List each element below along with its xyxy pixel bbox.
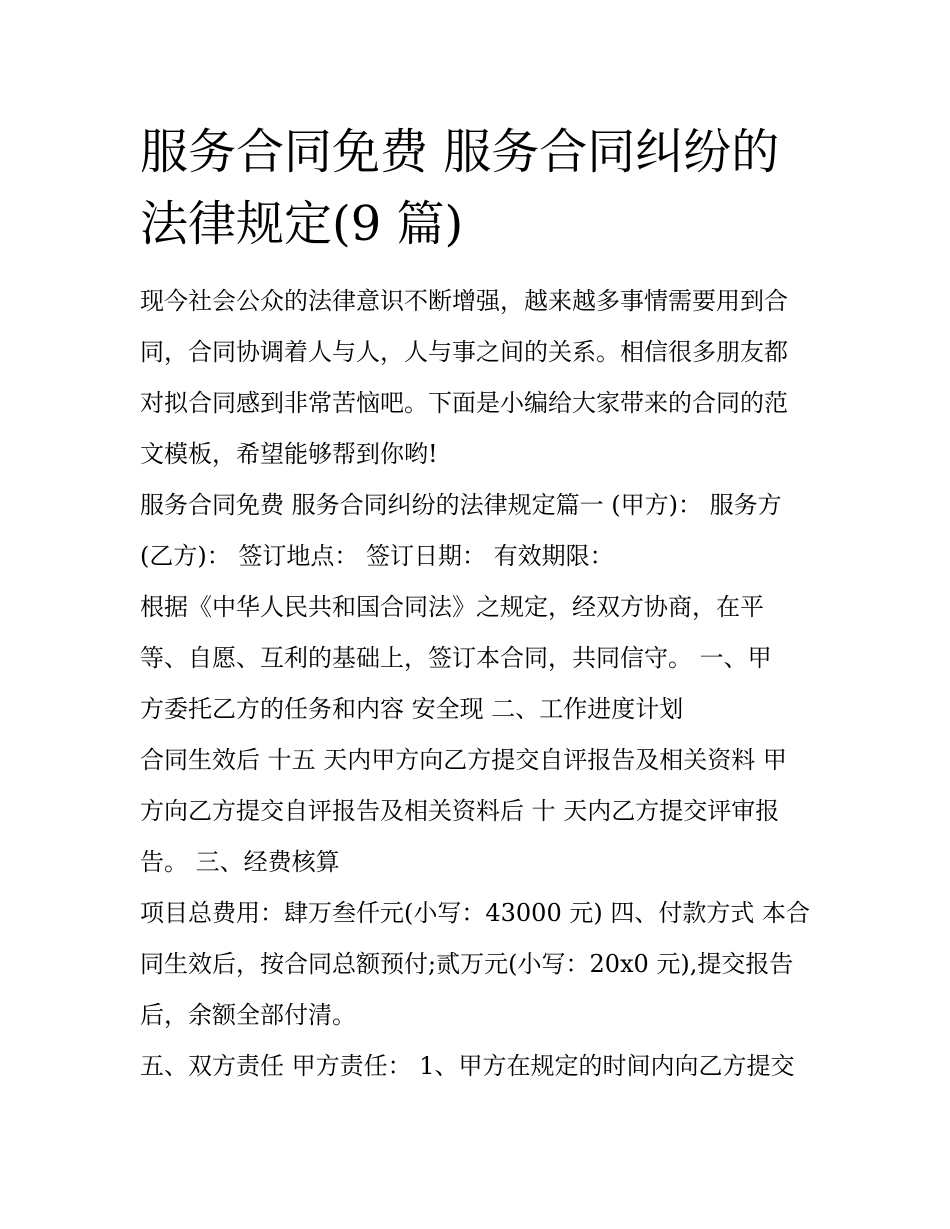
text-line: 项目总费用：肆万叁仟元(小写：43000 元) 四、付款方式 本合: [140, 899, 810, 927]
text-line: 服务合同免费 服务合同纠纷的法律规定篇一 (甲方)： 服务方: [140, 491, 782, 519]
document-title: [140, 116, 820, 260]
contract-parties-paragraph: [140, 480, 820, 582]
document-body: [140, 276, 820, 1092]
text-line: 后，余额全部付清。: [140, 1001, 356, 1029]
text-line: 现今社会公众的法律意识不断增强，越来越多事情需要用到合: [140, 287, 788, 315]
text-line: 方向乙方提交自评报告及相关资料后 十 天内乙方提交评审报: [140, 797, 780, 825]
contract-basis-paragraph: [140, 582, 820, 735]
text-line: 合同生效后 十五 天内甲方向乙方提交自评报告及相关资料 甲: [140, 746, 787, 774]
text-line: 同，合同协调着人与人，人与事之间的关系。相信很多朋友都: [140, 338, 788, 366]
text-line: 方委托乙方的任务和内容 安全现 二、工作进度计划: [140, 695, 684, 723]
text-line: 五、双方责任 甲方责任： 1、甲方在规定的时间内向乙方提交: [140, 1052, 795, 1080]
text-line: 等、自愿、互利的基础上，签订本合同，共同信守。 一、甲: [140, 644, 772, 672]
text-line: 对拟合同感到非常苦恼吧。下面是小编给大家带来的合同的范: [140, 389, 788, 417]
text-line: 根据《中华人民共和国合同法》之规定，经双方协商，在平: [140, 593, 764, 621]
title-line: 法律规定(9 篇): [140, 196, 464, 252]
text-line: 告。 三、经费核算: [140, 848, 340, 876]
intro-paragraph: [140, 276, 820, 480]
responsibilities-paragraph: [140, 1041, 820, 1092]
schedule-paragraph: [140, 735, 820, 888]
text-line: (乙方)： 签订地点： 签订日期： 有效期限：: [140, 542, 614, 570]
text-line: 同生效后，按合同总额预付;贰万元(小写：20x0 元),提交报告: [140, 950, 794, 978]
title-line: 服务合同免费 服务合同纠纷的: [140, 124, 780, 180]
fees-paragraph: [140, 888, 820, 1041]
text-line: 文模板，希望能够帮到你哟!: [140, 440, 438, 468]
